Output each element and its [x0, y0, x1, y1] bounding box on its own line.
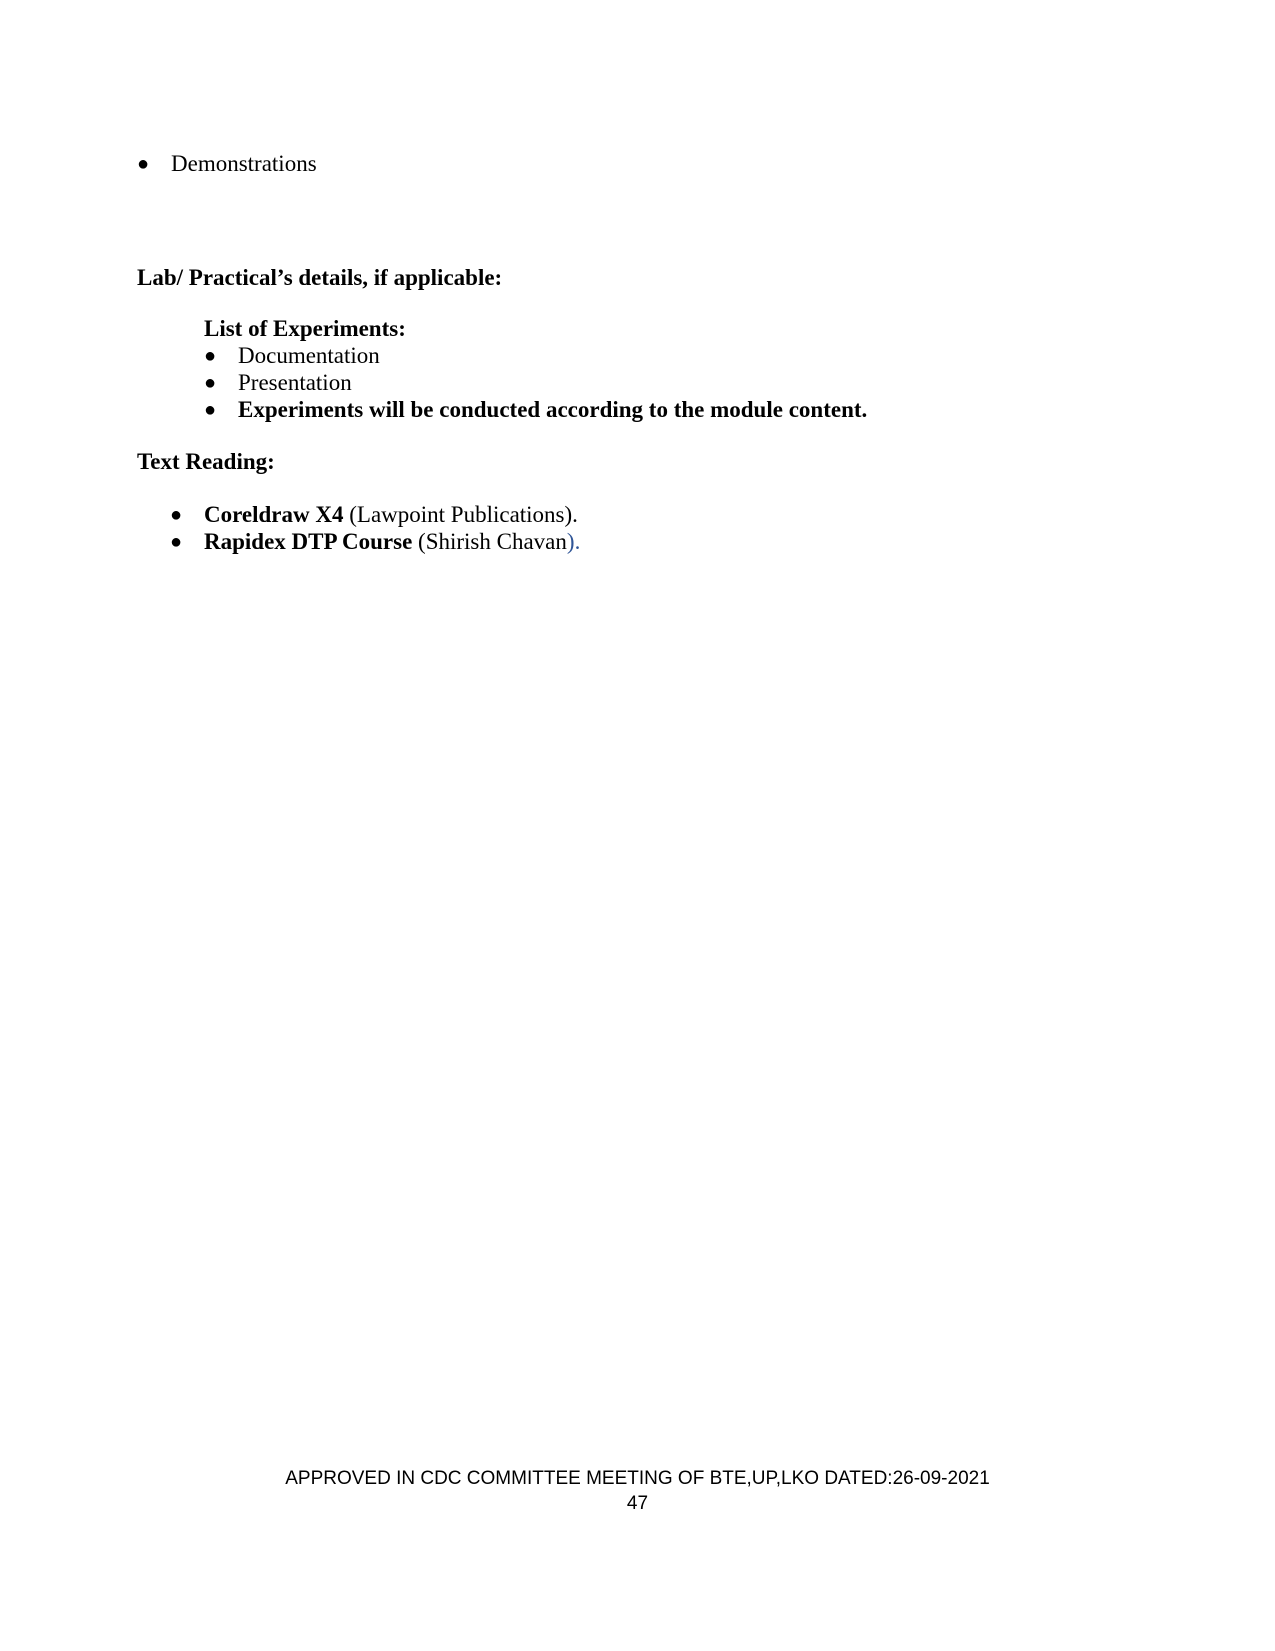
list-item: Experiments will be conducted according to the module content.: [238, 397, 868, 422]
bullet-icon: ●: [204, 345, 217, 367]
footer-approval: APPROVED IN CDC COMMITTEE MEETING OF BTE,UP,LKO DATED:26-09-2021: [285, 1468, 990, 1489]
list-item: Presentation: [238, 370, 352, 395]
book-title: Rapidex DTP Course: [204, 529, 413, 554]
bullet-icon: ●: [137, 153, 150, 175]
bullet-icon: ●: [170, 504, 183, 526]
list-item: Demonstrations: [171, 151, 317, 176]
experiments-subheading: List of Experiments:: [204, 316, 406, 341]
list-item: Documentation: [238, 343, 380, 368]
bullet-icon: ●: [204, 399, 217, 421]
bullet-icon: ●: [204, 372, 217, 394]
reading-item: [204, 528, 580, 556]
page-number: 47: [626, 1493, 649, 1514]
book-title: Coreldraw X4: [204, 502, 344, 527]
book-detail: (Shirish Chavan: [418, 529, 567, 554]
reading-item: [204, 501, 578, 529]
section-heading-reading: Text Reading:: [137, 449, 275, 474]
book-detail-tail: ).: [566, 529, 581, 554]
book-detail: (Lawpoint Publications).: [349, 502, 578, 527]
bullet-icon: ●: [170, 531, 183, 553]
section-heading-lab: Lab/ Practical’s details, if applicable:: [137, 265, 503, 290]
